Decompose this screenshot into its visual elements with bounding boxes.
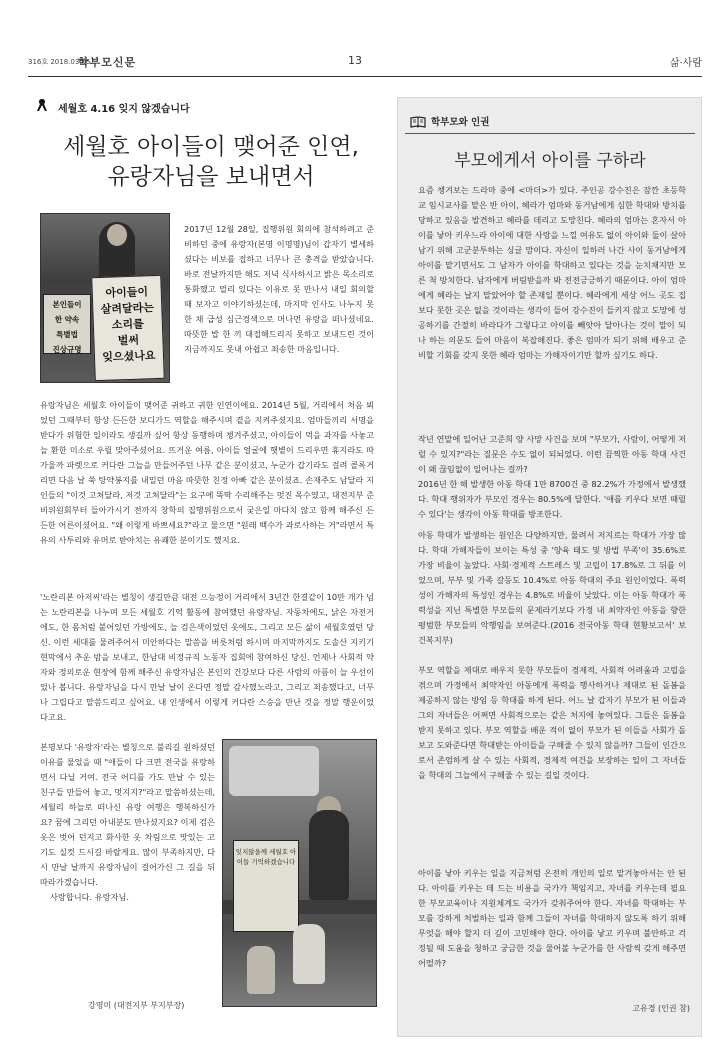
headline-line-1: 세월호 아이들이 맺어준 인연, [63,134,359,160]
side-sign-line-2: 한 약속 [54,315,80,324]
article-headline [46,132,376,192]
column-paragraph-2 [418,432,686,522]
column-paragraph-2a: 작년 연말에 일어난 고준희 양 사망 사건을 보며 "부모가, 사람이, 어떻게 저럴 수 있지?"라는 질문은 수도 없이 되뇌었다. 이런 끔찍한 아동 학대 사건이 왜 끊임없이 일어나는 걸까? [418,434,686,474]
column-paragraph-2b: 2016년 한 해 발생한 아동 학대 1만 8700건 중 82.2%가 가정에서 발생했다. 학대 행위자가 부모인 경우는 80.5%에 달한다. '애를 키우다 보면 때릴 수 있다'는 생각이 아동 학대를 방조한다. [418,479,686,519]
ribbon-icon [36,98,48,112]
column-byline: 고유경 (인권 참) [632,1004,690,1013]
section-name: 삶·사람 [669,58,702,69]
closing-paragraph: 본명보다 '유랑자'라는 별칭으로 불리길 원하셨던 이유를 물었을 때 "애들이 다 크면 전국을 유랑하면서 다닐 거여. 전국 어디를 가도 만날 수 있는 친구들 만들어 놓고, 멋지지?"라고 말씀하셨는데, 세월리 하늘로 떠나신 유랑 여행은 행복하신가요? 꿈에 그리던 아내분도 만나셨지요? 이제 검은 옷은 벗어 던지고 화사한 옷 차림으로 맛있는 고기도 실컷 드시길 바랄게요. 많이 부족하지만, 다시 만날 날까지 유랑자님이 걸어가신 그 길을 뒤 따라가겠습니다. [40,742,215,887]
page-number: 13 [348,54,362,67]
article-byline: 강명미 (대전지부 부지부장) [88,1001,185,1010]
article-closing [40,740,215,905]
protest-photo [40,213,170,383]
masthead-rule [28,76,702,77]
side-sign-line-4: 진상규명 [52,345,82,354]
column-paragraph-5: 아이를 낳아 키우는 일을 지금처럼 온전히 개인의 일로 맡겨놓아서는 안 된다. 아이를 키우는 데 드는 비용을 국가가 책임지고, 자녀를 키우는데 필요한 부모교육이나 지원체계도 국가가 갖춰주어야 한다. 자녀를 학대하는 부모를 강하게 처벌하는 일과 함께 그들이 자녀를 학대하지 않도록 하기 위해 무엇을 해야 할지 더 깊이 고민해야 한다. 아이를 낳고 키우며 불안하고 걱정될 때 도움을 청하고 궁금한 것을 물어볼 누군가를 한 사람씩 갖게 해주면 어떨까? [418,868,686,968]
column-paragraph-3: 아동 학대가 발생하는 원인은 다양하지만, 물려서 저지르는 학대가 가장 많다. 학대 가해자들이 보이는 특성 중 '양육 태도 및 방법 부족'이 35.6%로 가장 비율이 높았다. 사회·경제적 스트레스 및 고립이 17.8%로 그 뒤를 이었으며, 부부 및 가족 갈등도 10.4%로 아동 학대의 주요 원인이었다. 폭력성이 가해자의 특성인 경우는 4.8%로 비율이 낮았다. 이는 아동 학대가 폭력성을 지닌 특별한 부모들의 문제라기보다 가정 내 최약자인 아동을 향한 평범한 부모들의 악행임을 보여준다.(2016 전국아동 학대 현황보고서' 보건복지부) [418,530,686,645]
street-photo [222,739,377,1007]
photo-side-sign [43,294,91,354]
photo-person [309,810,349,900]
article-kicker: 세월호 4.16 잊지 않겠습니다 [58,104,190,115]
book-icon [410,116,426,128]
main-sign-line-4: 벌써 [117,333,140,348]
side-sign-line-1: 본인들이 [52,300,82,309]
photo-child [293,924,325,984]
photo-sign-text: 잊지않을께 세월호 아이들 기억하겠습니다 [235,848,297,866]
article-paragraph-1: 유랑자님은 세월호 아이들이 맺어준 귀하고 귀한 인연이에요. 2014년 5월, 거리에서 처음 뵈었던 그때부터 항상 든든한 보디가드 역할을 해주시며 곁을 지켜주셨지요. 엄마들끼리 서명을 받다가 위험한 일이라도 생길까 싶어 항상 동행하며 챙겨주셨고, 아이들이 먹을 과자를 사놓고 늘 환한 미소로 우릴 맞아주셨어요. 뜨거운 여름, 아이들 얼굴에 햇볕이 드리우면 휴지라도 따가울까 파렛으로 커다란 그늘을 만들어주던 나무 같은 분이셨고, 누군가 갑기라도 걸려 콜록거리면 다음 날 쑥 탕약봉지를 내밀던 마음 따뜻한 친정 아빠 같은 분이셨죠. 손재주도 남달라 지인들의 "이것 고쳐달라, 저것 고쳐달라"는 요구에 뚝딱 수리해주는 멋진 목수였고, 대전지부 준비위원회부터 들아가시기 전까지 창학의 집행위원으로서 궂은일 마다치 않고 함께 해주신 든든한 어른이셨어요. "왜 이렇게 바쁘세요?"라고 물으면 "원래 백수가 과로사하는 거"라면서 특유의 사투리와 유머로 받아치는 유쾌한 분이기도 했지요. [40,400,375,545]
issue-date: 316호 2018.03.05. [28,58,93,66]
photo-person-head [107,224,127,246]
photo-child [247,946,275,994]
main-sign-line-1: 아이들이 [105,285,149,300]
column-kicker-rule [405,133,695,134]
main-sign-line-5: 잊으셨나요 [102,349,156,364]
headline-line-2: 유랑자님을 보내면서 [107,164,315,190]
article-paragraph-2: '노란리본 아저씨'라는 별칭이 생길만큼 대전 으능정이 거리에서 3년간 한결같이 10만 개가 넘는 노란리본을 나누며 모든 세월호 기억 활동에 참여했던 유랑자님. 자동차에도, 낡은 자전거에도, 한 몸처럼 붙어있던 가방에도, 늘 검은색이었던 옷에도, 그리고 모든 삶이 세월호였던 당신. 이런 세대를 물려주어서 미안하다는 말씀을 버릇처럼 하시며 마지막까지도 도솔산 지키기 현막에서 추운 밤을 보내고, 한남대 비정규직 노동자 집회에 참여하신 당신. 언제나 사회적 약자와 정의로운 현장에 함께 해주신 유랑자님은 본인의 건강보다 다른 사람의 아픔이 늘 우선이었나 봅니다. 유랑자님을 다시 만날 날이 온다면 정말 감사했노라고, 그리고 죄송했다고, 너무나 그립다고 말씀드리고 싶어요. 내 인생에서 이렇게 커다란 스승을 만난 것을 정말 행운이었다고요. [40,592,374,722]
masthead [28,52,702,74]
closing-signoff: 사랑합니다. 유랑자님. [50,892,129,902]
column-kicker: 학부모와 인권 [431,117,490,128]
column-title: 부모에게서 아이를 구하라 [454,151,646,171]
column-paragraph-1: 요즘 챙겨보는 드라마 중에 <마더>가 있다. 주인공 강수진은 잠깐 초등학교 임시교사를 맡은 반 아이, 혜라가 엄마와 동거남에게 심한 학대와 방치를 당하고 있음을 발견하고 혜라를 데리고 도망친다. 혜라의 엄마는 혼자서 아이를 낳아 키우느라 아이에 대한 사랑을 느낄 여유도 없이 아이와 둘이 살아남기 위해 고군분투하는 싱글 맘이다. 자신이 일하러 나간 사이 동거남에게 아이를 맡기면서도 그 남자가 아이를 학대하고 있다는 것을 눈치채지만 모른 척 방치한다. 남자에게 버림받을까 봐 전전긍긍하기 때문이다. 아이 엄마에게 혜라는 날지 말았어야 할 존재일 뿐이다. 혜라에게 세상 어느 곳도 집보다 못한 곳은 없을 것이라는 생각이 들어 강수진이 들키지 않고 도망에 성공하기를 간절히 바라다가 그렇다고 아이를 빼앗아 달아나는 것이 말이 되나 하는 의문도 들어 마음이 복잡해진다. 좋은 엄마가 되기 위해 배우고 준비할 기회를 갖지 못한 혜라 엄마는 가해자이기만 할까 싶기도 하다. [418,185,686,360]
paper-title: 학부모신문 [78,56,137,69]
article-intro: 2017년 12월 28일, 집행위원 회의에 참석하려고 준비하던 중에 유랑자(본명 이명명)님이 갑자기 별세하셨다는 비보를 접하고 너무나 큰 충격을 받았습니다. 바로 전날까지만 해도 저녁 식사하시고 밝은 목소리로 통화했고 멀리 있다는 이유로 못 만나서 내일 회의할 때 보자고 이야기하셨는데, 마지막 인사도 나누지 못한 채 급성 심근경색으로 머나먼 유랑을 떠나셨네요. 따뜻한 밥 한 끼 대접해드리지 못하고 보내드린 것이 지금까지도 못내 아쉽고 죄송한 마음입니다. [184,224,374,354]
side-sign-line-3: 특별법 [56,330,78,339]
main-sign-line-2: 살려달라는 [100,301,155,316]
photo-main-sign [91,275,165,381]
photo-sign [233,840,299,932]
column-paragraph-4: 부모 역할을 제대로 배우지 못한 부모들이 경제적, 사회적 어려움과 고립을 겪으며 가정에서 최약자인 아동에게 폭력을 행사하거나 제대로 된 돌봄을 제공하지 않는 방임 등 학대를 하게 된다. 어느 날 갑자기 부모가 된 이들과 그의 자녀들은 어쩌면 사회적으로는 같은 처지에 놓여있다. 그들은 돌봄을 받지 못하고 있다. 부모 역할을 배운 적이 없이 부모가 된 이들을 사회가 돌보고 도와준다면 학대받는 아이들을 구해줄 수 있지 않을까? 그들이 인간으로서 존엄하게 살 수 있는 사회적, 경제적 여건을 보장하는 일이 그 자녀들을 학대의 그늘에서 구해줄 수 있는 길일 것이다. [418,665,686,780]
photo-van [229,746,319,796]
main-sign-line-3: 소리를 [111,317,145,332]
